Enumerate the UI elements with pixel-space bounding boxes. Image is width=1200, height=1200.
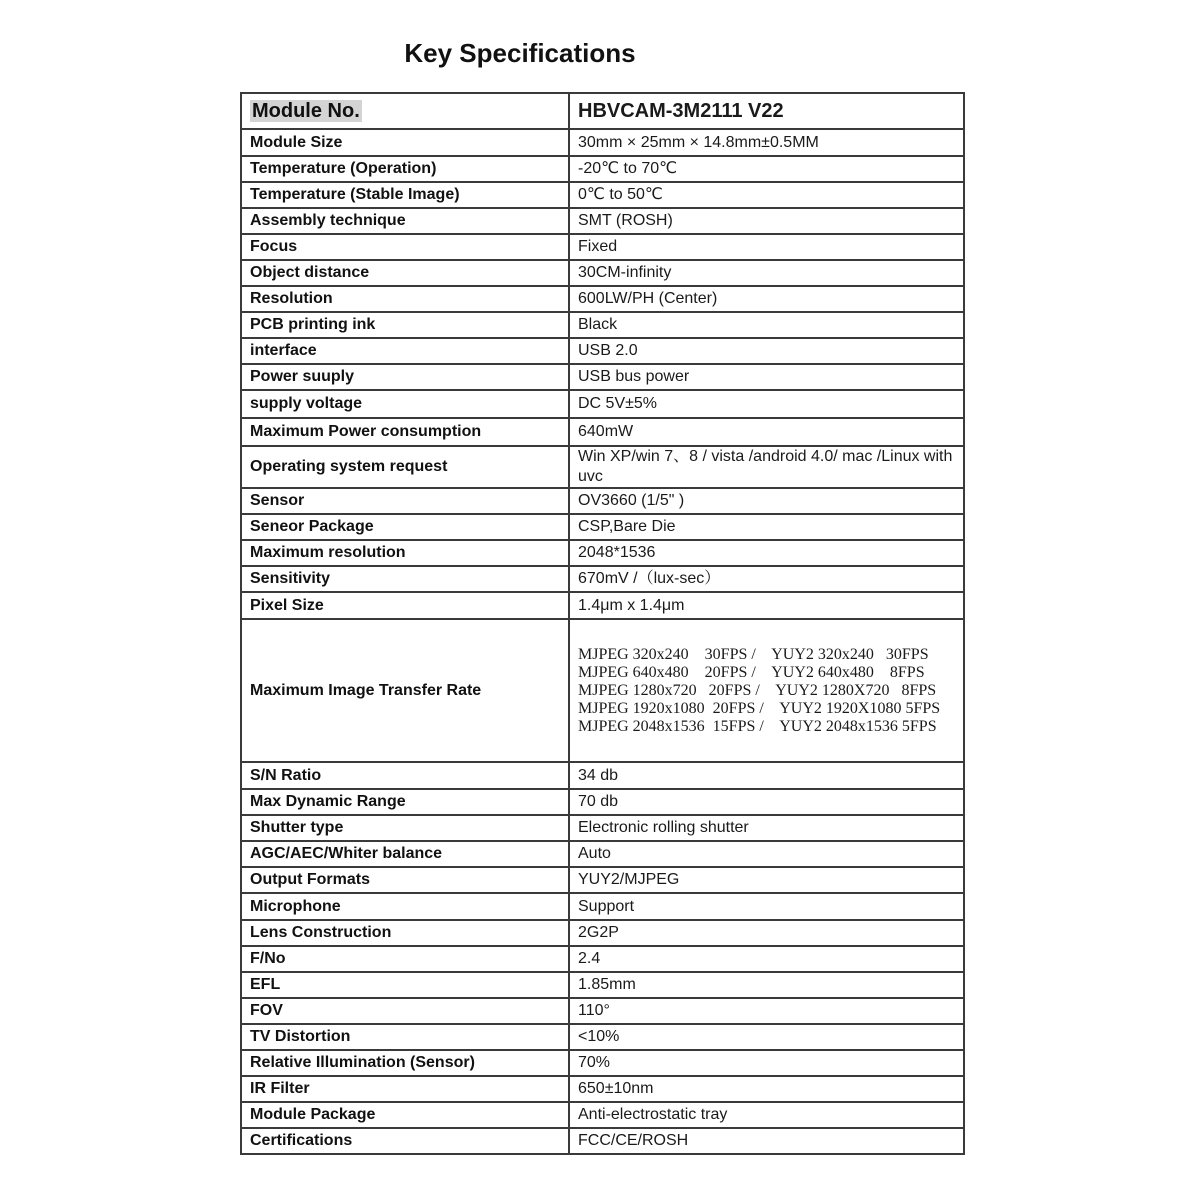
table-row	[241, 920, 964, 946]
spec-label: Certifications	[241, 1128, 569, 1154]
transfer-rate-line: MJPEG 320x240 30FPS / YUY2 320x240 30FPS	[578, 645, 929, 663]
spec-label: Assembly technique	[241, 208, 569, 234]
spec-value: <10%	[569, 1024, 964, 1050]
spec-label: Object distance	[241, 260, 569, 286]
header-key-cell	[241, 93, 569, 129]
table-row	[241, 998, 964, 1024]
transfer-rate-line: MJPEG 640x480 20FPS / YUY2 640x480 8FPS	[578, 663, 925, 681]
spec-value: Support	[569, 893, 964, 920]
table-row	[241, 815, 964, 841]
spec-value: 640mW	[569, 418, 964, 446]
spec-value: 1.85mm	[569, 972, 964, 998]
spec-value: 70 db	[569, 789, 964, 815]
table-row	[241, 286, 964, 312]
table-row	[241, 762, 964, 789]
spec-label: interface	[241, 338, 569, 364]
spec-label: supply voltage	[241, 390, 569, 418]
spec-value: 650±10nm	[569, 1076, 964, 1102]
spec-label: Temperature (Stable Image)	[241, 182, 569, 208]
spec-label: EFL	[241, 972, 569, 998]
spec-value: OV3660 (1/5" )	[569, 488, 964, 514]
table-row	[241, 946, 964, 972]
transfer-rate-line: MJPEG 2048x1536 15FPS / YUY2 2048x1536 5FPS	[578, 717, 937, 735]
table-row	[241, 312, 964, 338]
spec-value: 1.4μm x 1.4μm	[569, 592, 964, 619]
header-key: Module No.	[252, 100, 360, 122]
table-row	[241, 418, 964, 446]
table-row	[241, 260, 964, 286]
spec-label: Maximum Image Transfer Rate	[241, 619, 569, 762]
header-value: HBVCAM-3M2111 V22	[569, 93, 964, 129]
spec-value: Black	[569, 312, 964, 338]
table-row	[241, 390, 964, 418]
table-row-transfer-rate	[241, 619, 964, 762]
spec-value: 30mm × 25mm × 14.8mm±0.5MM	[569, 129, 964, 156]
table-row	[241, 592, 964, 619]
spec-label: Maximum resolution	[241, 540, 569, 566]
spec-label: Temperature (Operation)	[241, 156, 569, 182]
spec-label: Pixel Size	[241, 592, 569, 619]
transfer-rate-list	[569, 619, 964, 762]
spec-label: Max Dynamic Range	[241, 789, 569, 815]
spec-label: Power suuply	[241, 364, 569, 390]
spec-label: IR Filter	[241, 1076, 569, 1102]
table-row	[241, 1076, 964, 1102]
table-header-row	[241, 93, 964, 129]
spec-value: 70%	[569, 1050, 964, 1076]
spec-value: DC 5V±5%	[569, 390, 964, 418]
spec-value: 670mV /（lux-sec）	[569, 566, 964, 592]
spec-label: Output Formats	[241, 867, 569, 893]
table-row	[241, 234, 964, 260]
table-row	[241, 1050, 964, 1076]
table-row	[241, 972, 964, 998]
spec-label: TV Distortion	[241, 1024, 569, 1050]
spec-label: FOV	[241, 998, 569, 1024]
spec-value: Auto	[569, 841, 964, 867]
table-row	[241, 893, 964, 920]
table-row	[241, 1128, 964, 1154]
spec-value: Win XP/win 7、8 / vista /android 4.0/ mac /Linux with uvc	[569, 446, 964, 488]
transfer-rate-line: MJPEG 1280x720 20FPS / YUY2 1280X720 8FPS	[578, 681, 937, 699]
spec-value: 2.4	[569, 946, 964, 972]
spec-label: Focus	[241, 234, 569, 260]
spec-label: PCB printing ink	[241, 312, 569, 338]
spec-label: Shutter type	[241, 815, 569, 841]
table-row	[241, 156, 964, 182]
spec-value: FCC/CE/ROSH	[569, 1128, 964, 1154]
table-row	[241, 129, 964, 156]
spec-label: Sensor	[241, 488, 569, 514]
spec-label: Sensitivity	[241, 566, 569, 592]
table-row	[241, 540, 964, 566]
spec-label: Seneor Package	[241, 514, 569, 540]
spec-label: Module Size	[241, 129, 569, 156]
table-row	[241, 867, 964, 893]
spec-value: SMT (ROSH)	[569, 208, 964, 234]
spec-value: Anti-electrostatic tray	[569, 1102, 964, 1128]
spec-label: F/No	[241, 946, 569, 972]
spec-label: AGC/AEC/Whiter balance	[241, 841, 569, 867]
table-row	[241, 566, 964, 592]
spec-value: 30CM-infinity	[569, 260, 964, 286]
table-row	[241, 1024, 964, 1050]
spec-value: Electronic rolling shutter	[569, 815, 964, 841]
spec-label: Maximum Power consumption	[241, 418, 569, 446]
table-row	[241, 182, 964, 208]
spec-value: YUY2/MJPEG	[569, 867, 964, 893]
table-row	[241, 514, 964, 540]
table-row	[241, 446, 964, 488]
spec-value: CSP,Bare Die	[569, 514, 964, 540]
spec-label: Resolution	[241, 286, 569, 312]
spec-value: 34 db	[569, 762, 964, 789]
spec-label: Operating system request	[241, 446, 569, 488]
spec-value: -20℃ to 70℃	[569, 156, 964, 182]
spec-value: USB 2.0	[569, 338, 964, 364]
spec-label: Relative Illumination (Sensor)	[241, 1050, 569, 1076]
table-row	[241, 208, 964, 234]
spec-value: 2048*1536	[569, 540, 964, 566]
table-row	[241, 841, 964, 867]
spec-value: 0℃ to 50℃	[569, 182, 964, 208]
spec-value: 600LW/PH (Center)	[569, 286, 964, 312]
page-title: Key Specifications	[404, 38, 636, 68]
spec-label: S/N Ratio	[241, 762, 569, 789]
table-row	[241, 338, 964, 364]
table-row	[241, 789, 964, 815]
table-row	[241, 1102, 964, 1128]
spec-table	[240, 92, 965, 1155]
spec-value: 2G2P	[569, 920, 964, 946]
spec-value: USB bus power	[569, 364, 964, 390]
spec-value: 110°	[569, 998, 964, 1024]
transfer-rate-line: MJPEG 1920x1080 20FPS / YUY2 1920X1080 5FPS	[578, 699, 941, 717]
spec-value: Fixed	[569, 234, 964, 260]
spec-label: Microphone	[241, 893, 569, 920]
spec-label: Lens Construction	[241, 920, 569, 946]
spec-table-body	[241, 93, 964, 1154]
table-row	[241, 488, 964, 514]
spec-label: Module Package	[241, 1102, 569, 1128]
table-row	[241, 364, 964, 390]
